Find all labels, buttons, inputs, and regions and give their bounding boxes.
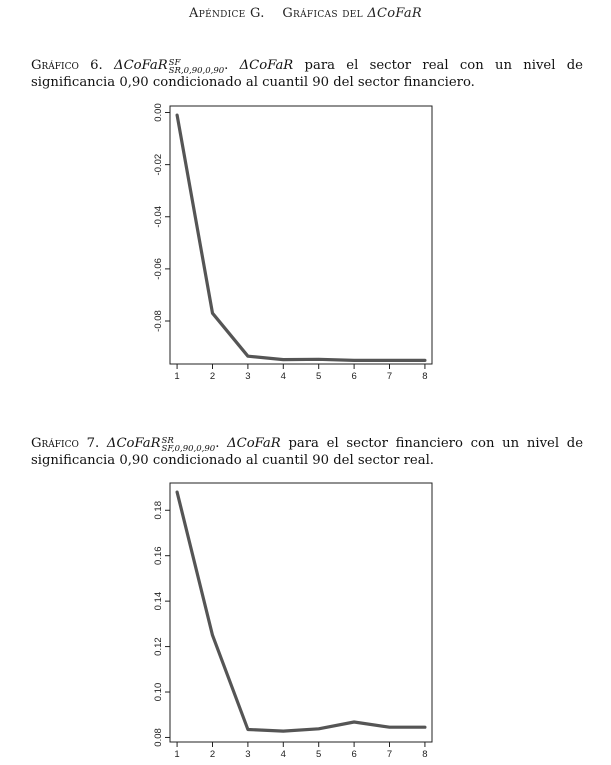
x-tick-label: 3 <box>245 749 251 760</box>
x-tick-label: 2 <box>209 371 216 382</box>
y-tick-label: -0.04 <box>153 205 164 228</box>
figure-symbol: ΔCoFaR <box>106 436 161 451</box>
figure-label: Gráfico 6. <box>31 58 103 73</box>
y-tick-label: 0.10 <box>153 682 164 702</box>
x-tick-label: 5 <box>316 749 322 760</box>
figure-superscript: SR <box>161 436 174 446</box>
header-section: Gráficas del <box>282 6 363 21</box>
y-tick-label: 0.00 <box>153 103 164 122</box>
x-tick-label: 6 <box>351 749 357 760</box>
series-line <box>177 492 425 731</box>
y-tick-label: -0.06 <box>153 258 164 280</box>
figure-period: . <box>224 58 229 73</box>
y-tick-label: -0.08 <box>153 310 164 332</box>
figure-label: Gráfico 7. <box>31 436 100 451</box>
y-tick-label: 0.14 <box>153 591 164 611</box>
figure-period: . <box>215 436 220 451</box>
y-tick-label: -0.02 <box>153 153 164 176</box>
figure-subscript: SR,0,90,0,90 <box>168 66 225 76</box>
x-tick-label: 1 <box>174 749 180 760</box>
plot-frame <box>170 483 432 742</box>
x-tick-label: 8 <box>422 371 428 382</box>
x-tick-label: 5 <box>316 371 322 382</box>
figure-symbol: ΔCoFaR <box>114 58 168 73</box>
x-tick-label: 4 <box>280 749 286 760</box>
x-tick-label: 4 <box>280 371 286 382</box>
x-tick-label: 8 <box>422 749 428 760</box>
caption-text: para el sector real con un nivel de significancia 0,90 condicionado al cuantil 90 del sector financiero. <box>31 58 583 90</box>
caption-math: ΔCoFaR <box>239 58 294 73</box>
x-tick-label: 7 <box>386 749 393 760</box>
y-tick-label: 0.08 <box>153 728 164 747</box>
figure-superscript: SF <box>168 58 181 68</box>
y-tick-label: 0.18 <box>153 501 165 520</box>
figure-subscript: SF,0,90,0,90 <box>161 444 216 454</box>
x-tick-label: 3 <box>245 371 251 382</box>
x-tick-label: 2 <box>209 749 216 760</box>
x-tick-label: 6 <box>351 371 357 382</box>
y-tick-label: 0.16 <box>153 546 164 565</box>
header-math: ΔCoFaR <box>367 6 422 21</box>
x-tick-label: 7 <box>386 371 393 382</box>
caption-text: para el sector financiero con un nivel de significancia 0,90 condicionado al cuantil 90 del sector real. <box>31 436 584 468</box>
x-tick-label: 1 <box>174 371 180 382</box>
header-chapter: Apéndice G. <box>189 6 265 21</box>
y-tick-label: 0.12 <box>153 637 164 656</box>
caption-math: ΔCoFaR <box>227 436 281 451</box>
